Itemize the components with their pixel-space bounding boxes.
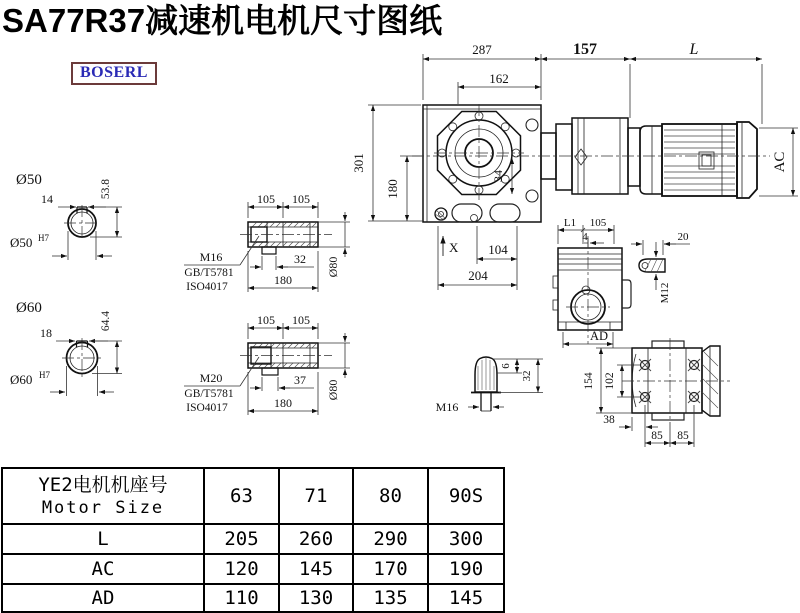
- label-iso4017: ISO4017: [186, 402, 228, 414]
- motor-dimension-table: [1, 467, 505, 613]
- size-90s: 90S: [428, 468, 504, 524]
- main-dimensions: [351, 41, 798, 290]
- AD-90s: 145: [428, 584, 504, 612]
- table-row-L: [2, 524, 504, 554]
- label-d60h7: Ø60: [10, 372, 33, 387]
- dim-105b: 105: [292, 192, 310, 206]
- dim-4: 4: [582, 231, 588, 243]
- hollow-shaft-m20: [184, 313, 350, 415]
- label-d60h7-sup: H7: [39, 370, 50, 380]
- mounting-flange-view: [583, 338, 730, 447]
- table-row-AD: [2, 584, 504, 612]
- dim-287: 287: [472, 42, 492, 57]
- label-m16: M16: [199, 250, 223, 264]
- shaft-section-60: [10, 300, 122, 396]
- dim-105a: 105: [257, 192, 275, 206]
- shaft-section-50: [10, 172, 122, 260]
- dim-85a: 85: [651, 430, 663, 442]
- dim-162: 162: [489, 71, 509, 86]
- header-motor-size: [2, 468, 204, 524]
- dim-180: 180: [274, 396, 292, 410]
- dim-102: 102: [604, 372, 616, 390]
- label-gb5781: GB/T5781: [184, 388, 234, 400]
- AC-90s: 190: [428, 554, 504, 584]
- row-label-AD: AD: [2, 584, 204, 612]
- label-d50: Ø50: [16, 172, 42, 188]
- dim-14: 14: [41, 192, 53, 206]
- AC-80: 170: [353, 554, 428, 584]
- table-header-row: [2, 468, 504, 524]
- row-label-L: L: [2, 524, 204, 554]
- motor-body: [662, 124, 737, 196]
- AC-71: 145: [279, 554, 353, 584]
- dim-32: 32: [521, 370, 533, 382]
- label-gb5781: GB/T5781: [184, 267, 234, 279]
- label-X: X: [449, 240, 459, 255]
- L-90s: 300: [428, 524, 504, 554]
- gearbox-rear-view: [553, 217, 631, 348]
- AD-71: 130: [279, 584, 353, 612]
- header-en: Motor Size: [41, 498, 165, 519]
- motor-nameplate: [699, 152, 714, 169]
- label-iso4017: ISO4017: [186, 281, 228, 293]
- dim-d80: Ø80: [326, 256, 340, 278]
- page-title: SA77R37减速机电机尺寸图纸: [2, 2, 443, 39]
- balance-diamond-mark: [575, 149, 587, 165]
- dim-6: 6: [500, 363, 512, 369]
- main-assembly-view: [351, 41, 798, 290]
- dim-L: L: [689, 41, 699, 58]
- dim-37: 37: [294, 373, 306, 387]
- dim-32: 32: [294, 252, 306, 266]
- motor-cooling-fins: [664, 130, 735, 190]
- L-80: 290: [353, 524, 428, 554]
- label-m12: M12: [659, 282, 671, 304]
- dim-154: 154: [583, 372, 595, 390]
- label-d50h7: Ø50: [10, 235, 33, 250]
- header-cn: YE2电机机座号: [38, 474, 168, 497]
- gearbox-housing: [423, 105, 541, 222]
- row-label-AC: AC: [2, 554, 204, 584]
- dim-18: 18: [40, 326, 52, 340]
- dim-157: 157: [573, 41, 597, 58]
- size-80: 80: [353, 468, 428, 524]
- dim-d80: Ø80: [326, 379, 340, 401]
- dim-20: 20: [677, 231, 689, 243]
- dim-180: 180: [385, 179, 400, 199]
- AD-80: 135: [353, 584, 428, 612]
- adapter-flange: [556, 124, 572, 190]
- fan-cover: [737, 122, 757, 198]
- AD-63: 110: [204, 584, 279, 612]
- dim-204: 204: [468, 268, 488, 283]
- dim-301: 301: [351, 153, 366, 173]
- dim-85b: 85: [677, 430, 689, 442]
- m12-plug-detail: [631, 231, 690, 303]
- dim-180: 180: [274, 273, 292, 287]
- motor-front-cap: [640, 126, 662, 194]
- label-d60: Ø60: [16, 300, 42, 316]
- dim-AC: AC: [772, 151, 788, 173]
- dim-38: 38: [603, 414, 615, 426]
- L-63: 205: [204, 524, 279, 554]
- dim-64-4: 64.4: [100, 310, 112, 332]
- size-63: 63: [204, 468, 279, 524]
- boserl-logo-text: BOSERL: [80, 64, 148, 81]
- dim-105a: 105: [257, 313, 275, 327]
- label-m20: M20: [199, 371, 223, 385]
- label-m16: M16: [435, 400, 459, 414]
- dim-34: 34: [491, 170, 505, 182]
- dim-105b: 105: [292, 313, 310, 327]
- hollow-shaft-m16: [184, 192, 350, 293]
- L-71: 260: [279, 524, 353, 554]
- dim-53-8: 53.8: [100, 178, 112, 200]
- dim-L1: L1: [563, 217, 577, 229]
- table-row-AC: [2, 554, 504, 584]
- label-d50h7-sup: H7: [38, 233, 49, 243]
- size-71: 71: [279, 468, 353, 524]
- dim-105: 105: [589, 217, 607, 229]
- m16-cone-detail: [436, 357, 543, 414]
- dim-104: 104: [488, 242, 508, 257]
- dim-AD: AD: [589, 329, 609, 343]
- AC-63: 120: [204, 554, 279, 584]
